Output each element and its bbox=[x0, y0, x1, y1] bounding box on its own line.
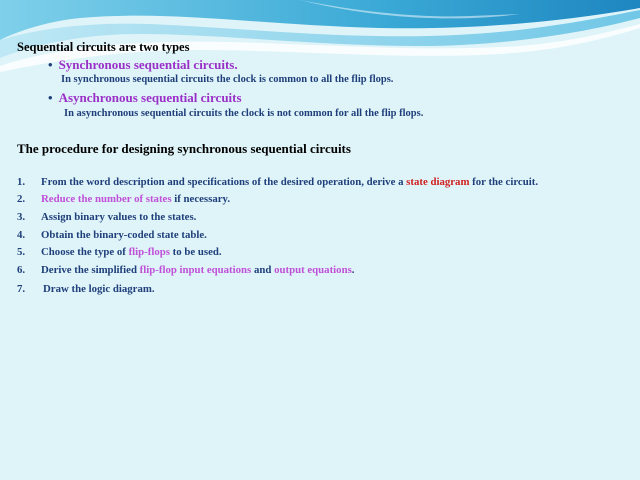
step-highlight: output equations bbox=[274, 264, 352, 276]
section-heading-types: Sequential circuits are two types bbox=[17, 40, 190, 54]
step-text: Obtain the binary-coded state table. bbox=[41, 229, 207, 241]
step-text: . bbox=[351, 264, 355, 276]
step-number: 7. bbox=[17, 283, 26, 295]
procedure-step bbox=[17, 211, 196, 223]
step-text: to be used. bbox=[169, 246, 222, 258]
bullet-title: Synchronous sequential circuits. bbox=[58, 57, 238, 72]
step-text: if necessary. bbox=[171, 193, 231, 205]
step-text: Draw the logic diagram. bbox=[43, 283, 155, 295]
step-text: Assign binary values to the states. bbox=[41, 211, 197, 223]
step-highlight: state diagram bbox=[406, 176, 470, 188]
step-highlight: flip-flop input equations bbox=[139, 264, 252, 276]
step-number: 4. bbox=[17, 229, 26, 241]
step-text: Derive the simplified bbox=[41, 264, 140, 276]
bullet-synchronous bbox=[48, 57, 238, 73]
step-number: 1. bbox=[17, 176, 26, 188]
procedure-step bbox=[17, 264, 354, 276]
procedure-step bbox=[17, 283, 155, 295]
step-number: 3. bbox=[17, 211, 26, 223]
step-text: From the word description and specifications of the desired operation, derive a bbox=[41, 176, 407, 188]
bullet-dot-icon: • bbox=[48, 90, 53, 105]
bullet-title: Asynchronous sequential circuits bbox=[58, 90, 242, 105]
step-highlight: flip-flops bbox=[128, 246, 170, 258]
bullet-description: In synchronous sequential circuits the clock is common to all the flip flops. bbox=[61, 74, 394, 85]
step-number: 6. bbox=[17, 264, 26, 276]
bullet-dot-icon: • bbox=[48, 57, 53, 72]
step-text: for the circuit. bbox=[469, 176, 539, 188]
step-text: Choose the type of bbox=[41, 246, 129, 258]
procedure-step bbox=[17, 229, 207, 241]
step-number: 5. bbox=[17, 246, 26, 258]
procedure-step bbox=[17, 176, 538, 188]
step-highlight: Reduce the number of states bbox=[41, 193, 172, 205]
bullet-description: In asynchronous sequential circuits the clock is not common for all the flip flops. bbox=[64, 108, 424, 119]
section-heading-procedure: The procedure for designing synchronous sequential circuits bbox=[17, 141, 351, 156]
step-number: 2. bbox=[17, 193, 26, 205]
step-text: and bbox=[251, 264, 275, 276]
procedure-step bbox=[17, 246, 222, 258]
bullet-asynchronous bbox=[48, 90, 242, 106]
procedure-step bbox=[17, 193, 230, 205]
